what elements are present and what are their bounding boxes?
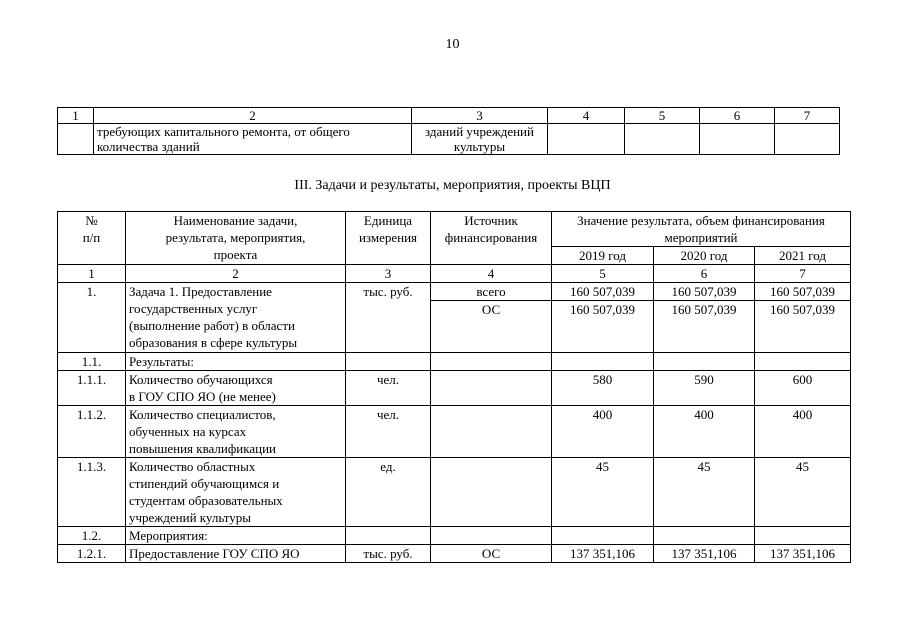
row-num: 1.1.2. xyxy=(58,406,126,458)
table-row xyxy=(58,545,851,563)
header-num: № п/п xyxy=(58,212,126,265)
row-unit: тыс. руб. xyxy=(346,283,431,353)
row-name: Результаты: xyxy=(126,353,346,371)
table-row xyxy=(58,527,851,545)
row-source: ОС xyxy=(431,301,552,353)
row-value: 45 xyxy=(654,458,755,527)
table-row xyxy=(58,353,851,371)
row-value: 580 xyxy=(552,371,654,406)
row-value: 160 507,039 xyxy=(552,283,654,301)
page-number: 10 xyxy=(445,37,460,52)
row-value: 137 351,106 xyxy=(755,545,851,563)
column-numbers-row xyxy=(58,265,851,283)
row-unit: ед. xyxy=(346,458,431,527)
col-number: 2 xyxy=(94,108,412,124)
row-num: 1.1.3. xyxy=(58,458,126,527)
row-value: 160 507,039 xyxy=(654,283,755,301)
row-num: 1.1.1. xyxy=(58,371,126,406)
table-header-row xyxy=(58,108,840,124)
row-value: 137 351,106 xyxy=(552,545,654,563)
col-number: 7 xyxy=(775,108,840,124)
row-num: 1.1. xyxy=(58,353,126,371)
col-number: 4 xyxy=(548,108,625,124)
section-title: III. Задачи и результаты, мероприятия, проекты ВЦП xyxy=(294,178,611,193)
row-name: Количество обучающихся в ГОУ СПО ЯО (не менее) xyxy=(126,371,346,406)
col-number: 3 xyxy=(412,108,548,124)
col-number: 2 xyxy=(126,265,346,283)
row-source: всего xyxy=(431,283,552,301)
col-number: 6 xyxy=(700,108,775,124)
header-name: Наименование задачи, результата, мероприятия, проекта xyxy=(126,212,346,265)
row-name: Мероприятия: xyxy=(126,527,346,545)
row-value: 600 xyxy=(755,371,851,406)
table-row xyxy=(58,124,840,155)
header-source: Источник финансирования xyxy=(431,212,552,265)
row-name: Количество специалистов, обученных на курсах повышения квалификации xyxy=(126,406,346,458)
row-unit: чел. xyxy=(346,406,431,458)
row-num: 1.2. xyxy=(58,527,126,545)
row-value: 400 xyxy=(755,406,851,458)
col-number: 1 xyxy=(58,108,94,124)
header-year: 2021 год xyxy=(755,247,851,265)
row-num: 1. xyxy=(58,283,126,353)
row-value: 160 507,039 xyxy=(552,301,654,353)
row-source: ОС xyxy=(431,545,552,563)
row-name: Задача 1. Предоставление государственных услуг (выполнение работ) в области образования в сфере культуры xyxy=(126,283,346,353)
col-number: 5 xyxy=(625,108,700,124)
row-num: 1.2.1. xyxy=(58,545,126,563)
table-header-row xyxy=(58,212,851,247)
row-value: 160 507,039 xyxy=(755,283,851,301)
row-value: 590 xyxy=(654,371,755,406)
header-year: 2019 год xyxy=(552,247,654,265)
col-number: 7 xyxy=(755,265,851,283)
col-number: 4 xyxy=(431,265,552,283)
row-value: 400 xyxy=(552,406,654,458)
table-row xyxy=(58,458,851,527)
table-row xyxy=(58,283,851,301)
row-unit: чел. xyxy=(346,371,431,406)
row-value: 137 351,106 xyxy=(654,545,755,563)
header-year: 2020 год xyxy=(654,247,755,265)
indicator-name-cell: требующих капитального ремонта, от общего количества зданий xyxy=(94,124,412,155)
unit-cell: зданий учреждений культуры xyxy=(412,124,548,155)
row-value: 160 507,039 xyxy=(755,301,851,353)
row-value: 45 xyxy=(755,458,851,527)
header-value: Значение результата, объем финансирования мероприятий xyxy=(552,212,851,247)
table-row xyxy=(58,371,851,406)
row-name: Количество областных стипендий обучающимся и студентам образовательных учреждений культуры xyxy=(126,458,346,527)
col-number: 3 xyxy=(346,265,431,283)
col-number: 6 xyxy=(654,265,755,283)
col-number: 1 xyxy=(58,265,126,283)
tasks-results-table xyxy=(57,211,851,563)
col-number: 5 xyxy=(552,265,654,283)
row-value: 400 xyxy=(654,406,755,458)
row-name: Предоставление ГОУ СПО ЯО xyxy=(126,545,346,563)
table-row xyxy=(58,406,851,458)
previous-table-continuation xyxy=(57,107,840,155)
header-unit: Единица измерения xyxy=(346,212,431,265)
row-value: 160 507,039 xyxy=(654,301,755,353)
row-value: 45 xyxy=(552,458,654,527)
row-unit: тыс. руб. xyxy=(346,545,431,563)
